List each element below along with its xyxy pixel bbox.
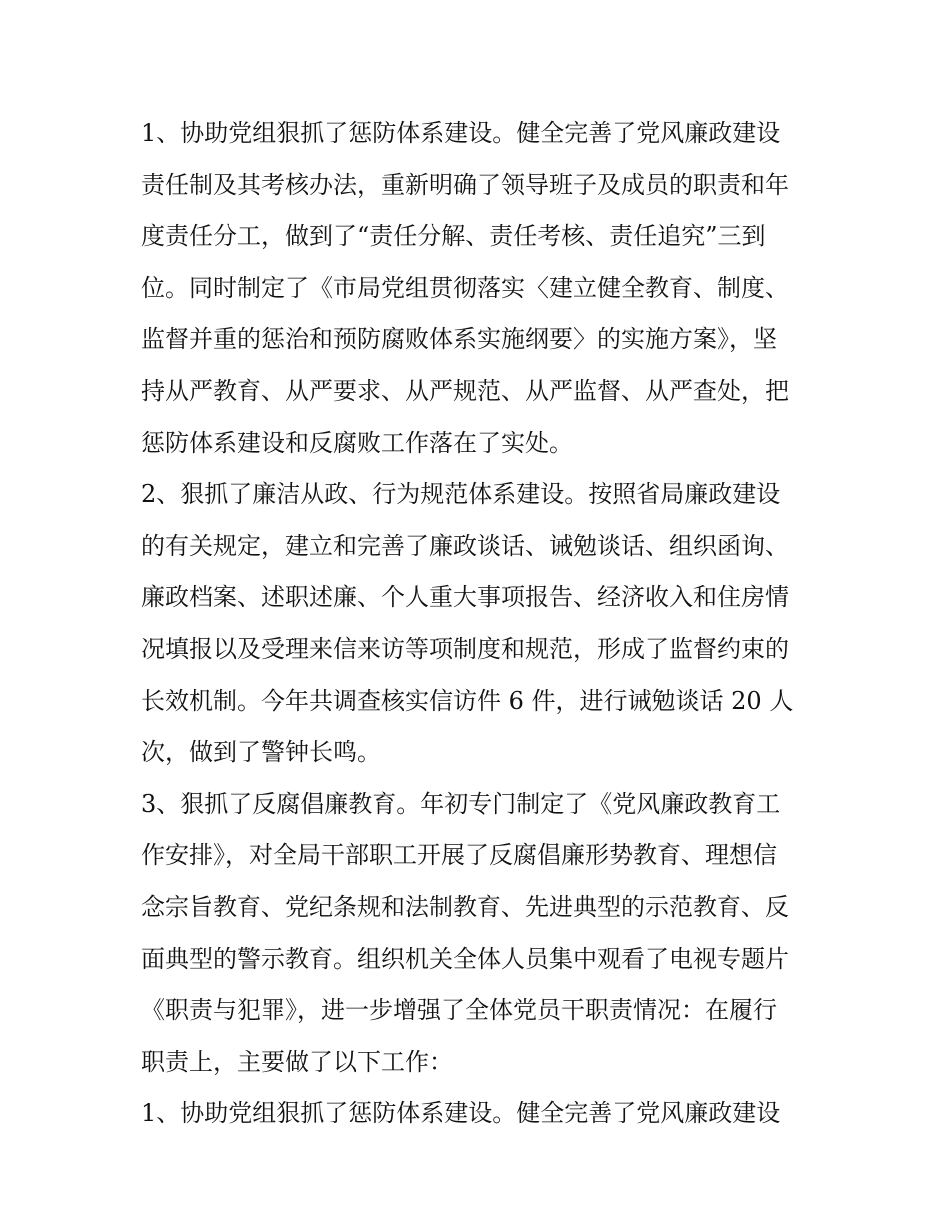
text-line: 作安排》，对全局干部职工开展了反腐倡廉形势教育、理想信 (141, 841, 777, 870)
text-line: 况填报以及受理来信来访等项制度和规范，形成了监督约束的 (141, 634, 789, 663)
text-line: 面典型的警示教育。组织机关全体人员集中观看了电视专题片 (141, 944, 789, 973)
text-line: 责任制及其考核办法，重新明确了领导班子及成员的职责和年 (141, 170, 789, 199)
text-line: 长效机制。今年共调查核实信访件 6 件，进行诫勉谈话 20 人 (141, 686, 794, 715)
text-line: 2、狠抓了廉洁从政、行为规范体系建设。按照省局廉政建设 (141, 480, 781, 509)
text-line: 1、协助党组狠抓了惩防体系建设。健全完善了党风廉政建设 (141, 1099, 781, 1128)
text-line: 念宗旨教育、党纪条规和法制教育、先进典型的示范教育、反 (141, 892, 789, 921)
text-line: 职责上，主要做了以下工作： (141, 1047, 453, 1076)
text-line: 持从严教育、从严要求、从严规范、从严监督、从严查处，把 (141, 376, 789, 405)
text-line: 《职责与犯罪》，进一步增强了全体党员干职责情况：在履行 (141, 996, 777, 1025)
text-line: 度责任分工，做到了“责任分解、责任考核、责任追究”三到 (141, 222, 766, 251)
document-body (141, 108, 821, 1140)
text-line: 惩防体系建设和反腐败工作落在了实处。 (141, 428, 573, 457)
text-line: 监督并重的惩治和预防腐败体系实施纲要〉的实施方案》，坚 (141, 325, 777, 354)
text-line: 的有关规定，建立和完善了廉政谈话、诫勉谈话、组织函询、 (141, 531, 789, 560)
text-line: 位。同时制定了《市局党组贯彻落实〈建立健全教育、制度、 (141, 273, 789, 302)
text-line: 3、狠抓了反腐倡廉教育。年初专门制定了《党风廉政教育工 (141, 789, 781, 818)
text-line: 次，做到了警钟长鸣。 (141, 738, 381, 767)
text-line: 1、协助党组狠抓了惩防体系建设。健全完善了党风廉政建设 (141, 119, 781, 147)
text-line: 廉政档案、述职述廉、个人重大事项报告、经济收入和住房情 (141, 583, 789, 612)
